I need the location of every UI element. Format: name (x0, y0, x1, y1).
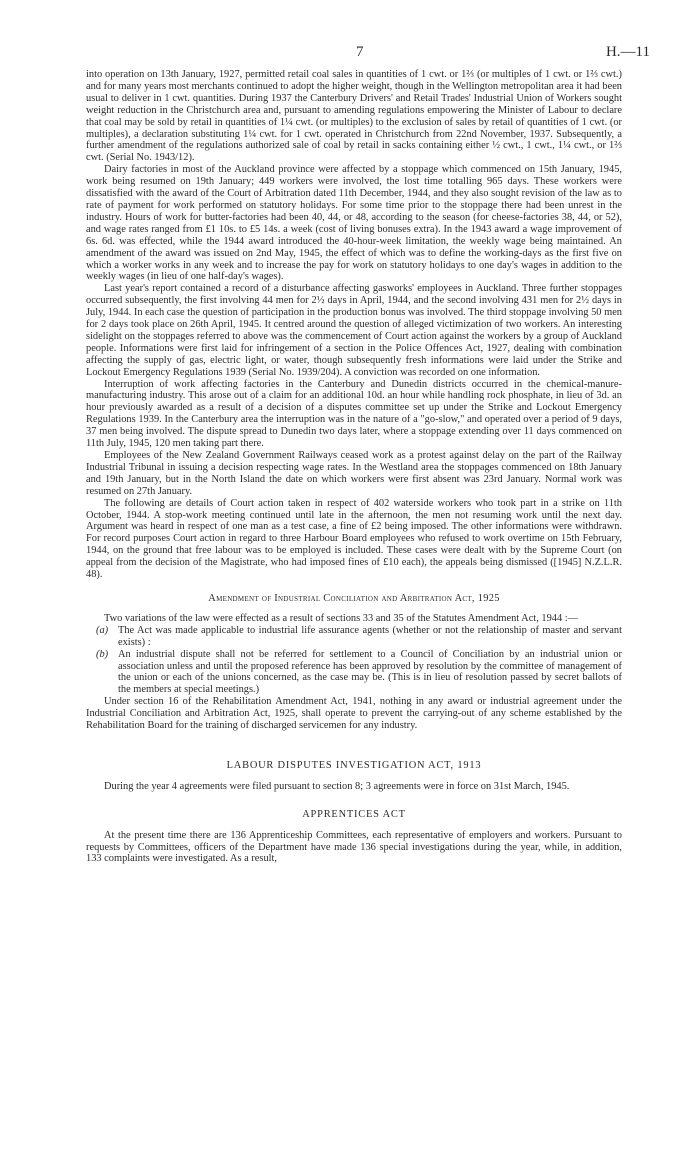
paragraph: into operation on 13th January, 1927, permitted retail coal sales in quantities of 1 cwt. or 1⅔ (or multiples of 1 cwt. or 1⅔ cwt.) and for many years most merchants continued to adopt the higher weight, though in the Wellington metropolitan area it had been usual to deliver in 1 cwt. quantities. During 1937 the Canterbury Drivers' and Retail Trades' Industrial Union of Workers sought weight reduction in the Christchurch area and, pursuant to amending regulations empowering the Minister of Labour to declare that coal may be sold by retail in quantities of 1¼ cwt. (or multiples) to the exclusion of sales by retail of quantities of 1 cwt. (or multiples), a declaration substituting 1¼ cwt. for 1 cwt. operated in Christchurch from 22nd November, 1937. Subsequently, a further amendment of the regulations authorized sale of coal by retail in sacks containing either ½ cwt., 1 cwt., 1¼ cwt., or 1⅔ cwt. (Serial No. 1943/12). (86, 69, 622, 164)
list-item (86, 649, 622, 697)
paragraph: Employees of the New Zealand Government Railways ceased work as a protest against delay on the part of the Railway Industrial Tribunal in issuing a decision respecting wage rates. In the Westland area the stoppages commenced on 18th January and 19th January, but in the North Island the date on which workers were first absent was 23rd January. Normal work was resumed on 27th January. (86, 450, 622, 497)
paragraph: At the present time there are 136 Apprenticeship Committees, each representative of employers and workers. Pursuant to requests by Committees, officers of the Department have made 136 special investigations during the year, while, in addition, 133 complaints were investigated. As a result, (86, 829, 622, 865)
paragraph: Under section 16 of the Rehabilitation Amendment Act, 1941, nothing in any award or industrial agreement under the Industrial Conciliation and Arbitration Act, 1925, shall operate to prevent the carrying-out of any scheme established by the Rehabilitation Board for the training of discharged servicemen for any industry. (86, 696, 622, 732)
section-heading: APPRENTICES ACT (302, 808, 406, 820)
document-body (86, 69, 622, 865)
list-item (86, 625, 622, 649)
list-item-label: (a) (96, 624, 109, 636)
paragraph: Two variations of the law were effected as a result of sections 33 and 35 of the Statutes Amendment Act, 1944 :— (104, 612, 579, 624)
paragraph: Interruption of work affecting factories in the Canterbury and Dunedin districts occurred in the chemical-manure-manufacturing industry. This arose out of a claim for an additional 10d. an hour while handling rock phosphate, in lieu of 3d. an hour previously awarded as a result of a decision of a disputes committee set up under the Strike and Lockout Emergency Regulations 1939. In the Canterbury area the interruption was in the nature of a "go-slow," and operated over a period of 9 days, 37 men being involved. The dispute spread to Dunedin two days later, where a stoppage extending over 11 days commenced on 11th July, 1945, 120 men taking part there. (86, 378, 622, 450)
document-reference: H.—11 (605, 44, 650, 60)
paragraph: During the year 4 agreements were filed pursuant to section 8; 3 agreements were in force on 31st March, 1945. (104, 780, 570, 792)
page-number: 7 (356, 44, 364, 60)
list-item-text: The Act was made applicable to industrial life assurance agents (whether or not the relationship of master and servant exists) : (118, 624, 622, 648)
section-heading: LABOUR DISPUTES INVESTIGATION ACT, 1913 (226, 759, 482, 771)
section-heading: Amendment of Industrial Conciliation and Arbitration Act, 1925 (208, 592, 500, 604)
list-item-label: (b) (96, 648, 109, 660)
list-item-text: An industrial dispute shall not be referred for settlement to a Council of Conciliation by an industrial union or association unless and until the proposed reference has been approved by resolution by the committee of management of the union or each of the unions concerned, as the case may be. (This is in lieu of resolution passed by secret ballots of the members at special meetings.) (118, 648, 622, 696)
amendment-list (86, 625, 622, 696)
paragraph: Dairy factories in most of the Auckland province were affected by a stoppage which commenced on 15th January, 1945, work being resumed on 19th January; 449 workers were involved, the lost time totalling 965 days. These workers were dissatisfied with the award of the Court of Arbitration dated 11th December, 1944, and they also sought revision of the law as to rate of payment for work performed on statutory holidays. For some time prior to the stoppage there had been unrest in the industry. Hours of work for butter-factories had been 40, 44, or 48, according to the season (for cheese-factories 38, 44, or 52), and wage rates ranged from £1 10s. to £5 14s. a week (cost of living bonuses extra). In the 1943 award a wage improvement of 6s. 6d. was effected, while the 1944 award introduced the 40-hour-week limitation, the weekly wage being maintained. An amendment of the award was issued on 2nd May, 1945, the effect of which was to define the working-days as the first five on which a worker works in any week and to increase the pay for work on statutory holidays to one day's wages in addition to the weekly wages (in lieu of one half-day's wages). (86, 164, 622, 283)
paragraph: Last year's report contained a record of a disturbance affecting gasworks' employees in Auckland. Three further stoppages occurred subsequently, the first involving 44 men for 2½ days in April, 1944, and the second involving 431 men for 2½ days in July, 1944. In each case the question of participation in the production bonus was involved. The third stoppage involving 50 men for 2 days took place on 26th April, 1945. It centred around the question of alleged victimization of two workers. An interesting sidelight on the stoppages referred to above was the commencement of Court action against the workers by a group of Auckland people. Informations were first laid for infringement of a section in the Police Offences Act, 1927, dealing with combination affecting the supply of gas, electric light, or water, though subsequently fresh informations were laid under the Strike and Lockout Emergency Regulations 1939 (Serial No. 1939/204). A conviction was recorded on one information. (86, 283, 622, 378)
paragraph: The following are details of Court action taken in respect of 402 waterside workers who took part in a strike on 11th October, 1944. A stop-work meeting continued until late in the afternoon, the men not resuming work until the next day. Argument was heard in respect of one man as a test case, a fine of £2 being imposed. The other informations were withdrawn. For record purposes Court action in regard to three Harbour Board employees who refused to work overtime on 15th February, 1944, on the ground that free labour was to be employed is included. These cases were dealt with by the Supreme Court (on appeal from the decision of the Magistrate, who had imposed fines of £10 each), the appeals being dismissed ([1945] N.Z.L.R. 48). (86, 497, 622, 581)
